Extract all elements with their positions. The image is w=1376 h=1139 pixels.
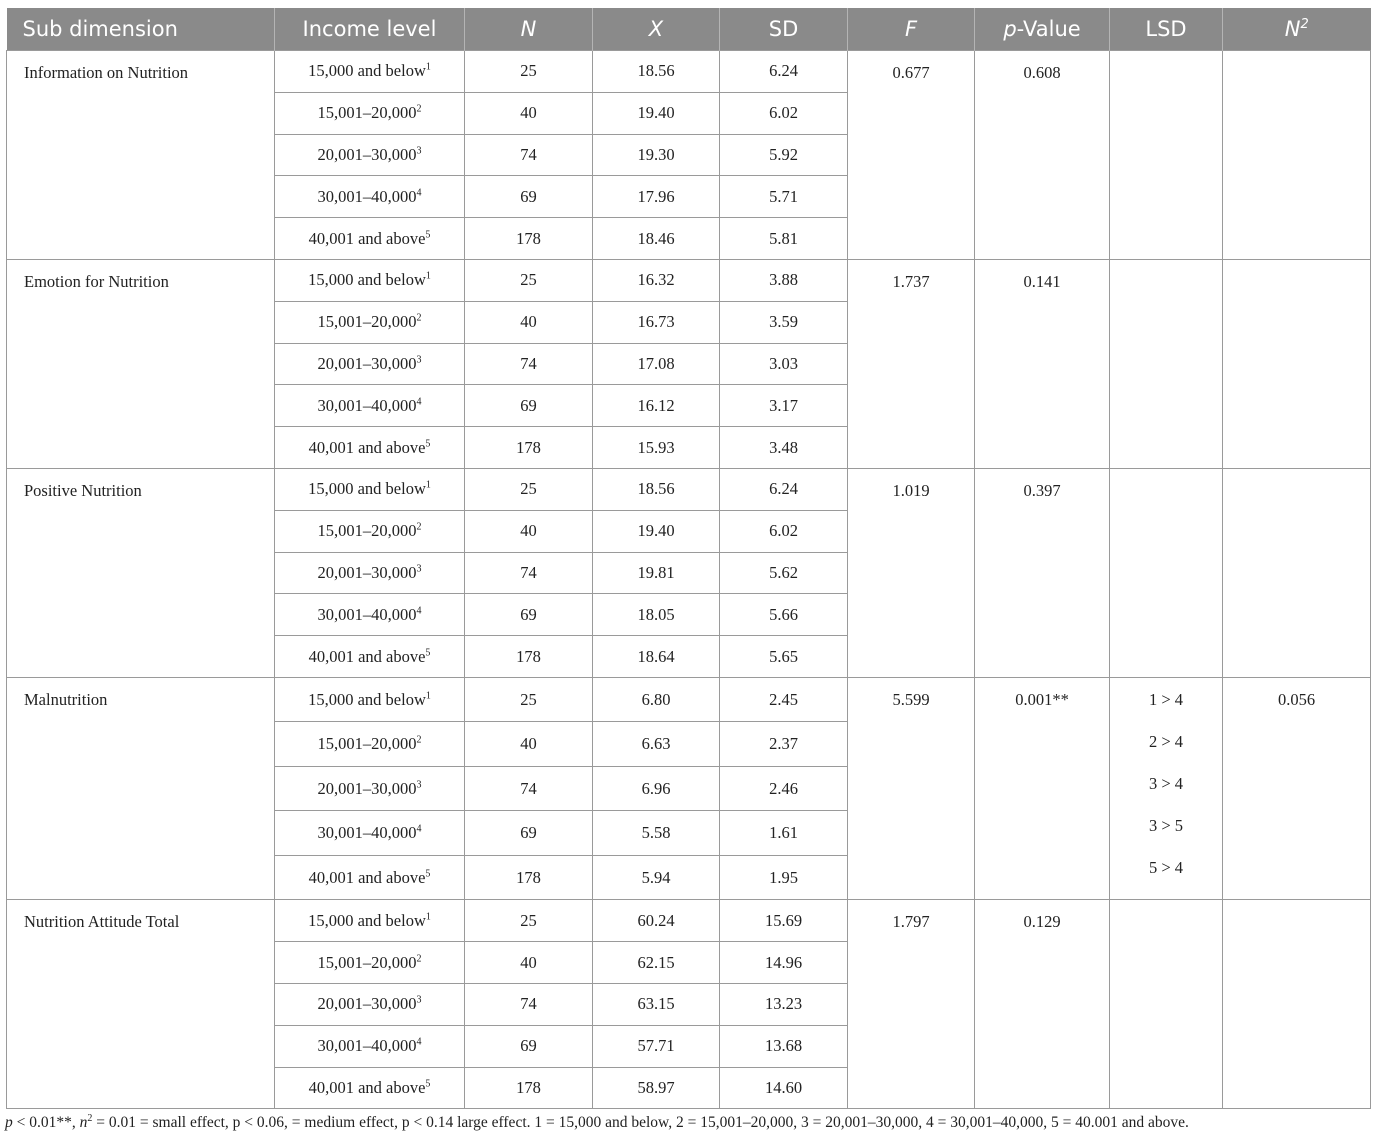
col-header-sub-dimension: Sub dimension [7, 8, 275, 51]
x-cell: 5.58 [593, 811, 720, 855]
lsd-cell [1110, 468, 1223, 677]
income-level-sup: 2 [416, 521, 422, 533]
sd-cell: 3.59 [720, 301, 848, 343]
income-level-sup: 4 [416, 187, 422, 199]
income-level-sup: 3 [416, 779, 422, 791]
income-level-label: 30,001–40,000 [317, 395, 417, 415]
f-cell: 1.797 [848, 900, 975, 1109]
n-cell: 69 [465, 1025, 593, 1067]
sd-cell: 5.71 [720, 176, 848, 218]
sd-cell: 2.45 [720, 677, 848, 721]
x-cell: 16.73 [593, 301, 720, 343]
sd-cell: 1.95 [720, 855, 848, 900]
sd-cell: 5.66 [720, 594, 848, 636]
sd-cell: 2.37 [720, 722, 848, 766]
lsd-cell [1110, 259, 1223, 468]
x-cell: 17.08 [593, 343, 720, 385]
income-level-cell [275, 855, 465, 900]
income-level-cell [275, 218, 465, 260]
lsd-comparison: 3 > 5 [1148, 815, 1184, 835]
results-table [6, 8, 1371, 1109]
x-cell: 19.30 [593, 134, 720, 176]
n-cell: 178 [465, 636, 593, 678]
col-header-n: N [465, 8, 593, 51]
n-cell: 25 [465, 677, 593, 721]
income-level-cell [275, 722, 465, 766]
income-level-label: 40,001 and above [308, 437, 426, 457]
sd-cell: 3.03 [720, 343, 848, 385]
income-level-label: 40,001 and above [308, 867, 426, 887]
income-level-label: 15,001–20,000 [317, 952, 417, 972]
income-level-cell [275, 385, 465, 427]
income-level-sup: 3 [416, 145, 422, 157]
x-cell: 62.15 [593, 942, 720, 984]
income-level-cell [275, 51, 465, 93]
x-cell: 19.40 [593, 92, 720, 134]
income-level-label: 20,001–30,000 [317, 562, 417, 582]
income-level-sup: 2 [416, 953, 422, 965]
p-value-cell: 0.001** [975, 677, 1110, 899]
x-cell: 58.97 [593, 1067, 720, 1109]
col-header-lsd: LSD [1110, 8, 1223, 51]
income-level-label: 15,000 and below [308, 61, 426, 81]
n-cell: 69 [465, 176, 593, 218]
income-level-cell [275, 811, 465, 855]
table-row [7, 900, 1371, 942]
income-level-label: 15,001–20,000 [317, 103, 417, 123]
income-level-sup: 5 [425, 1078, 431, 1090]
n-cell: 178 [465, 1067, 593, 1109]
table-footnote: p < 0.01**, $n^2 = 0.01$ = small effect, p < 0.06, = medium effect, p < 0.14 large effect. 1 = 15,000 and below, 2 = 15,001–20,000, 3 = 20,001–30,000, 4 = 30,001–40,000, 5 = 40.001 and above. [5, 1112, 1189, 1131]
x-cell: 19.40 [593, 510, 720, 552]
n2-cell [1223, 259, 1371, 468]
p-value-cell: 0.608 [975, 51, 1110, 260]
income-level-label: 15,000 and below [308, 910, 426, 930]
income-level-cell [275, 134, 465, 176]
n-cell: 40 [465, 510, 593, 552]
income-level-label: 20,001–30,000 [317, 778, 417, 798]
sd-cell: 14.60 [720, 1067, 848, 1109]
income-level-label: 20,001–30,000 [317, 144, 417, 164]
income-level-sup: 1 [425, 911, 431, 923]
sd-cell: 1.61 [720, 811, 848, 855]
sd-cell: 15.69 [720, 900, 848, 942]
n-cell: 25 [465, 259, 593, 301]
income-level-sup: 3 [416, 563, 422, 575]
income-level-cell [275, 301, 465, 343]
sd-cell: 6.24 [720, 468, 848, 510]
p-value-cell: 0.397 [975, 468, 1110, 677]
income-level-cell [275, 552, 465, 594]
income-level-sup: 1 [425, 61, 431, 73]
income-level-cell [275, 900, 465, 942]
sub-dimension-cell: Information on Nutrition [7, 51, 275, 260]
lsd-comparison: 1 > 4 [1148, 689, 1184, 709]
p-value-cell: 0.141 [975, 259, 1110, 468]
sd-cell: 3.88 [720, 259, 848, 301]
table-body [7, 51, 1371, 1109]
n-cell: 40 [465, 942, 593, 984]
income-level-label: 30,001–40,000 [317, 604, 417, 624]
n-cell: 178 [465, 855, 593, 900]
income-level-label: 40,001 and above [308, 1077, 426, 1097]
n2-cell: 0.056 [1223, 677, 1371, 899]
income-level-cell [275, 942, 465, 984]
x-cell: 6.80 [593, 677, 720, 721]
table-row [7, 468, 1371, 510]
x-cell: 16.32 [593, 259, 720, 301]
n-cell: 69 [465, 594, 593, 636]
income-level-sup: 4 [416, 823, 422, 835]
sd-cell: 6.24 [720, 51, 848, 93]
n-cell: 74 [465, 552, 593, 594]
x-cell: 18.64 [593, 636, 720, 678]
income-level-sup: 5 [425, 647, 431, 659]
sub-dimension-cell: Emotion for Nutrition [7, 259, 275, 468]
income-level-sup: 2 [416, 312, 422, 324]
lsd-comparison: 3 > 4 [1148, 773, 1184, 793]
x-cell: 6.96 [593, 766, 720, 810]
sd-cell: 3.17 [720, 385, 848, 427]
n-cell: 40 [465, 92, 593, 134]
income-level-sup: 1 [425, 479, 431, 491]
income-level-sup: 4 [416, 1036, 422, 1048]
income-level-label: 40,001 and above [308, 646, 426, 666]
f-cell: 5.599 [848, 677, 975, 899]
x-cell: 6.63 [593, 722, 720, 766]
sd-cell: 13.23 [720, 984, 848, 1026]
sd-cell: 5.62 [720, 552, 848, 594]
sub-dimension-cell: Nutrition Attitude Total [7, 900, 275, 1109]
sd-cell: 5.81 [720, 218, 848, 260]
income-level-label: 15,000 and below [308, 689, 426, 709]
x-cell: 16.12 [593, 385, 720, 427]
f-cell: 1.737 [848, 259, 975, 468]
income-level-cell [275, 677, 465, 721]
sd-cell: 2.46 [720, 766, 848, 810]
income-level-label: 15,001–20,000 [317, 521, 417, 541]
sub-dimension-cell: Malnutrition [7, 677, 275, 899]
n-cell: 178 [465, 218, 593, 260]
sub-dimension-cell: Positive Nutrition [7, 468, 275, 677]
income-level-label: 20,001–30,000 [317, 353, 417, 373]
lsd-cell [1110, 900, 1223, 1109]
col-header-p-value: p-Value [975, 8, 1110, 51]
income-level-cell [275, 343, 465, 385]
sd-cell: 13.68 [720, 1025, 848, 1067]
income-level-label: 20,001–30,000 [317, 994, 417, 1014]
income-level-sup: 4 [416, 396, 422, 408]
n2-cell [1223, 468, 1371, 677]
col-header-f: F [848, 8, 975, 51]
table-row [7, 259, 1371, 301]
n-cell: 74 [465, 984, 593, 1026]
n-cell: 69 [465, 385, 593, 427]
x-cell: 15.93 [593, 427, 720, 469]
income-level-sup: 5 [425, 868, 431, 880]
n-cell: 178 [465, 427, 593, 469]
income-level-cell [275, 636, 465, 678]
income-level-cell [275, 594, 465, 636]
income-level-label: 40,001 and above [308, 228, 426, 248]
n-cell: 74 [465, 766, 593, 810]
income-level-label: 15,000 and below [308, 270, 426, 290]
income-level-label: 30,001–40,000 [317, 1036, 417, 1056]
income-level-sup: 4 [416, 605, 422, 617]
sd-cell: 3.48 [720, 427, 848, 469]
income-level-sup: 2 [416, 103, 422, 115]
income-level-sup: 3 [416, 354, 422, 366]
income-level-sup: 2 [416, 734, 422, 746]
n-cell: 40 [465, 301, 593, 343]
table-row [7, 677, 1371, 721]
income-level-cell [275, 766, 465, 810]
income-level-label: 15,001–20,000 [317, 734, 417, 754]
lsd-comparison: 5 > 4 [1148, 857, 1184, 877]
income-level-cell [275, 1067, 465, 1109]
sd-cell: 6.02 [720, 92, 848, 134]
header-row [7, 8, 1371, 51]
sd-cell: 5.92 [720, 134, 848, 176]
f-cell: 0.677 [848, 51, 975, 260]
n-cell: 69 [465, 811, 593, 855]
x-cell: 60.24 [593, 900, 720, 942]
x-cell: 19.81 [593, 552, 720, 594]
income-level-cell [275, 427, 465, 469]
lsd-cell [1110, 677, 1223, 899]
lsd-comparison: 2 > 4 [1148, 731, 1184, 751]
n2-cell [1223, 900, 1371, 1109]
x-cell: 57.71 [593, 1025, 720, 1067]
p-value-cell: 0.129 [975, 900, 1110, 1109]
income-level-cell [275, 510, 465, 552]
col-header-sd: SD [720, 8, 848, 51]
n-cell: 25 [465, 900, 593, 942]
x-cell: 18.46 [593, 218, 720, 260]
col-header-income-level: Income level [275, 8, 465, 51]
income-level-cell [275, 1025, 465, 1067]
x-cell: 18.56 [593, 51, 720, 93]
income-level-sup: 1 [425, 270, 431, 282]
n-cell: 74 [465, 134, 593, 176]
x-cell: 5.94 [593, 855, 720, 900]
sd-cell: 14.96 [720, 942, 848, 984]
income-level-cell [275, 259, 465, 301]
lsd-cell [1110, 51, 1223, 260]
x-cell: 18.56 [593, 468, 720, 510]
n2-cell [1223, 51, 1371, 260]
n-cell: 25 [465, 51, 593, 93]
x-cell: 63.15 [593, 984, 720, 1026]
sd-cell: 5.65 [720, 636, 848, 678]
table-row [7, 51, 1371, 93]
col-header-x: X [593, 8, 720, 51]
income-level-cell [275, 92, 465, 134]
income-level-sup: 5 [425, 438, 431, 450]
income-level-label: 30,001–40,000 [317, 186, 417, 206]
income-level-sup: 1 [425, 690, 431, 702]
n-cell: 40 [465, 722, 593, 766]
income-level-cell [275, 984, 465, 1026]
income-level-label: 15,001–20,000 [317, 312, 417, 332]
income-level-cell [275, 468, 465, 510]
income-level-sup: 5 [425, 229, 431, 241]
col-header-n2: $N^2$ [1223, 8, 1371, 51]
sd-cell: 6.02 [720, 510, 848, 552]
income-level-label: 30,001–40,000 [317, 823, 417, 843]
n-cell: 25 [465, 468, 593, 510]
x-cell: 18.05 [593, 594, 720, 636]
x-cell: 17.96 [593, 176, 720, 218]
income-level-sup: 3 [416, 994, 422, 1006]
f-cell: 1.019 [848, 468, 975, 677]
n-cell: 74 [465, 343, 593, 385]
income-level-cell [275, 176, 465, 218]
income-level-label: 15,000 and below [308, 479, 426, 499]
